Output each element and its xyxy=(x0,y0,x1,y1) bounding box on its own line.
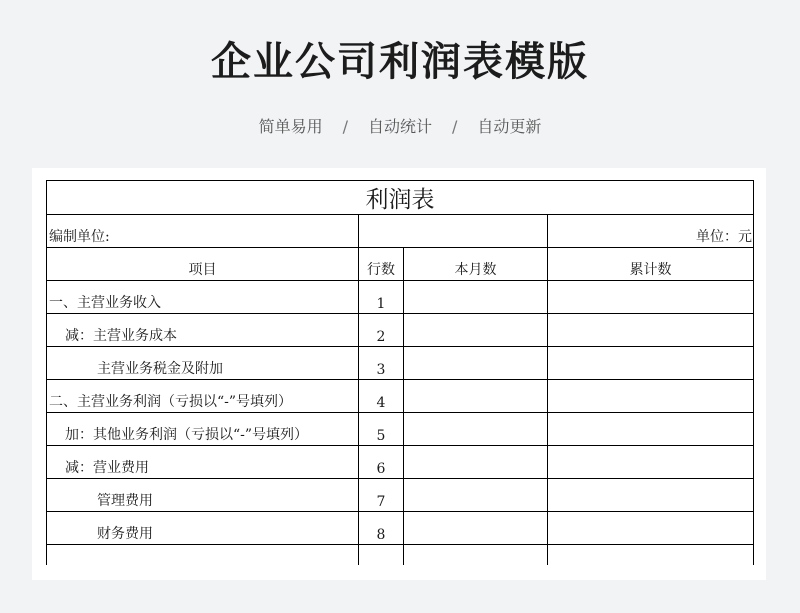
cumulative-cell[interactable] xyxy=(548,281,754,314)
unit-label: 单位：元 xyxy=(548,215,754,248)
row-item: 减：主营业务成本 xyxy=(47,314,359,347)
table-row xyxy=(47,281,754,314)
cumulative-cell[interactable] xyxy=(548,479,754,512)
row-no: 7 xyxy=(359,479,404,512)
row-no: 3 xyxy=(359,347,404,380)
month-cell[interactable] xyxy=(404,380,548,413)
row-item: 主营业务税金及附加 xyxy=(47,347,359,380)
row-item: 管理费用 xyxy=(47,479,359,512)
company-field[interactable] xyxy=(359,215,548,248)
row-no: 8 xyxy=(359,512,404,545)
company-label: 编制单位: xyxy=(47,215,359,248)
row-item: 二、主营业务利润（亏损以“-”号填列） xyxy=(47,380,359,413)
table-title: 利润表 xyxy=(47,181,754,215)
table-row xyxy=(47,512,754,545)
cumulative-cell[interactable] xyxy=(548,380,754,413)
row-no: 4 xyxy=(359,380,404,413)
month-cell[interactable] xyxy=(404,479,548,512)
row-item: 加：其他业务利润（亏损以“-”号填列） xyxy=(47,413,359,446)
month-cell[interactable] xyxy=(404,314,548,347)
header-item: 项目 xyxy=(47,248,359,281)
month-cell[interactable] xyxy=(404,347,548,380)
month-cell[interactable] xyxy=(404,446,548,479)
row-no: 1 xyxy=(359,281,404,314)
cumulative-cell[interactable] xyxy=(548,314,754,347)
table-row xyxy=(47,479,754,512)
row-no: 2 xyxy=(359,314,404,347)
month-cell[interactable] xyxy=(404,413,548,446)
header-cumulative: 累计数 xyxy=(548,248,754,281)
table-row xyxy=(47,347,754,380)
month-cell[interactable] xyxy=(404,281,548,314)
income-statement-table xyxy=(46,180,754,565)
cumulative-cell[interactable] xyxy=(548,512,754,545)
header-month: 本月数 xyxy=(404,248,548,281)
cumulative-cell[interactable] xyxy=(548,545,754,565)
row-no: 6 xyxy=(359,446,404,479)
cumulative-cell[interactable] xyxy=(548,347,754,380)
row-item: 减：营业费用 xyxy=(47,446,359,479)
table-row xyxy=(47,380,754,413)
table-row xyxy=(47,446,754,479)
row-no xyxy=(359,545,404,565)
row-item: 财务费用 xyxy=(47,512,359,545)
feature-easy: 简单易用 xyxy=(258,117,323,136)
cumulative-cell[interactable] xyxy=(548,413,754,446)
spreadsheet-preview xyxy=(32,168,766,580)
row-no: 5 xyxy=(359,413,404,446)
cumulative-cell[interactable] xyxy=(548,446,754,479)
table-row xyxy=(47,314,754,347)
row-item xyxy=(47,545,359,565)
separator: / xyxy=(342,117,348,136)
table-row xyxy=(47,545,754,565)
table-row xyxy=(47,413,754,446)
month-cell[interactable] xyxy=(404,545,548,565)
separator: / xyxy=(452,117,458,136)
row-item: 一、主营业务收入 xyxy=(47,281,359,314)
feature-auto-stats: 自动统计 xyxy=(367,117,432,136)
feature-tagline xyxy=(0,114,800,137)
feature-auto-update: 自动更新 xyxy=(477,117,542,136)
month-cell[interactable] xyxy=(404,512,548,545)
header-row-no: 行数 xyxy=(359,248,404,281)
page-title: 企业公司利润表模版 xyxy=(211,39,589,85)
